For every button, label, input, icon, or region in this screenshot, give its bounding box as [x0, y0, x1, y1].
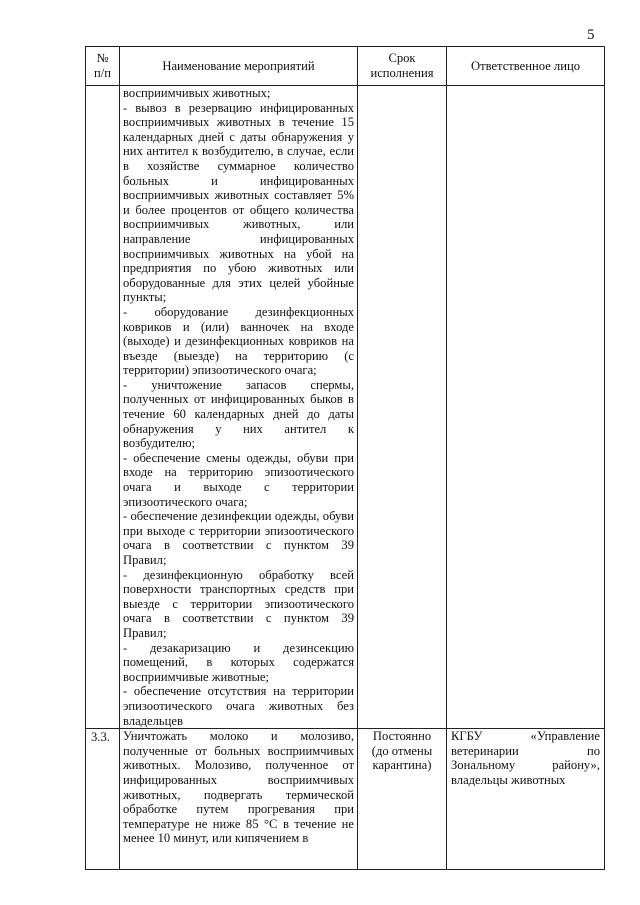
header-num: № п/п: [86, 47, 120, 86]
row-3-3-measures-text: Уничтожать молоко и молозиво, полученные от больных восприимчивых животных. Молозиво, полученное от инфицированных восприимчивых животных, подвергать термической обработке путем прогревания при температуре не ниже 85 °С в течение не менее 10 минут, или кипячением в: [123, 729, 354, 846]
continued-measures-cell: [120, 86, 358, 729]
header-responsible: Ответственное лицо: [447, 47, 605, 86]
header-name: Наименование мероприятий: [120, 47, 358, 86]
row-3-3-measures: [120, 729, 358, 870]
row-3-3-num: 3.3.: [86, 729, 120, 870]
continued-num-cell: [86, 86, 120, 729]
continued-term-cell: [358, 86, 447, 729]
measures-table: [85, 46, 605, 870]
continued-measures-text: восприимчивых животных; - вывоз в резервацию инфицированных восприимчивых животных в течение 15 календарных дней с даты обнаружения у них антител к возбудителю, в случае, если в хозяйстве суммарное количество больных и инфицированных восприимчивых животных составляет 5% и более процентов от общего количества восприимчивых животных, или направление инфицированных восприимчивых животных на убой на предприятия по убою животных или оборудованные для этих целей убойные пункты; - оборудование дезинфекционных ковриков и (или) ванночек на входе (выходе) и дезинфекционных ковриков на въезде (выезде) на территорию (с территории) эпизоотического очага; - уничтожение запасов спермы, полученных от инфицированных быков в течение 60 календарных дней до даты обнаружения у них антител к возбудителю; - обеспечение смены одежды, обуви при входе на территорию эпизоотического очага и выходе с территории эпизоотического очага; - обеспечение дезинфекции одежды, обуви при выходе с территории эпизоотического очага в соответствии с пунктом 39 Правил; - дезинфекционную обработку всей поверхности транспортных средств при выезде с территории эпизоотического очага в соответствии с пунктом 39 Правил; - дезакаризацию и дезинсекцию помещений, в которых содержатся восприимчивые животные; - обеспечение отсутствия на территории эпизоотического очага животных без владельцев: [123, 86, 354, 728]
table-row-3-3: [86, 729, 605, 870]
page-number: 5: [587, 27, 595, 43]
row-3-3-term: Постоянно (до отмены карантина): [358, 729, 447, 870]
continued-responsible-cell: [447, 86, 605, 729]
table-row-continued: [86, 86, 605, 729]
header-term: Срок исполнения: [358, 47, 447, 86]
table-header-row: [86, 47, 605, 86]
row-3-3-responsible: КГБУ «Управление ветеринарии по Зональному району», владельцы животных: [447, 729, 605, 870]
